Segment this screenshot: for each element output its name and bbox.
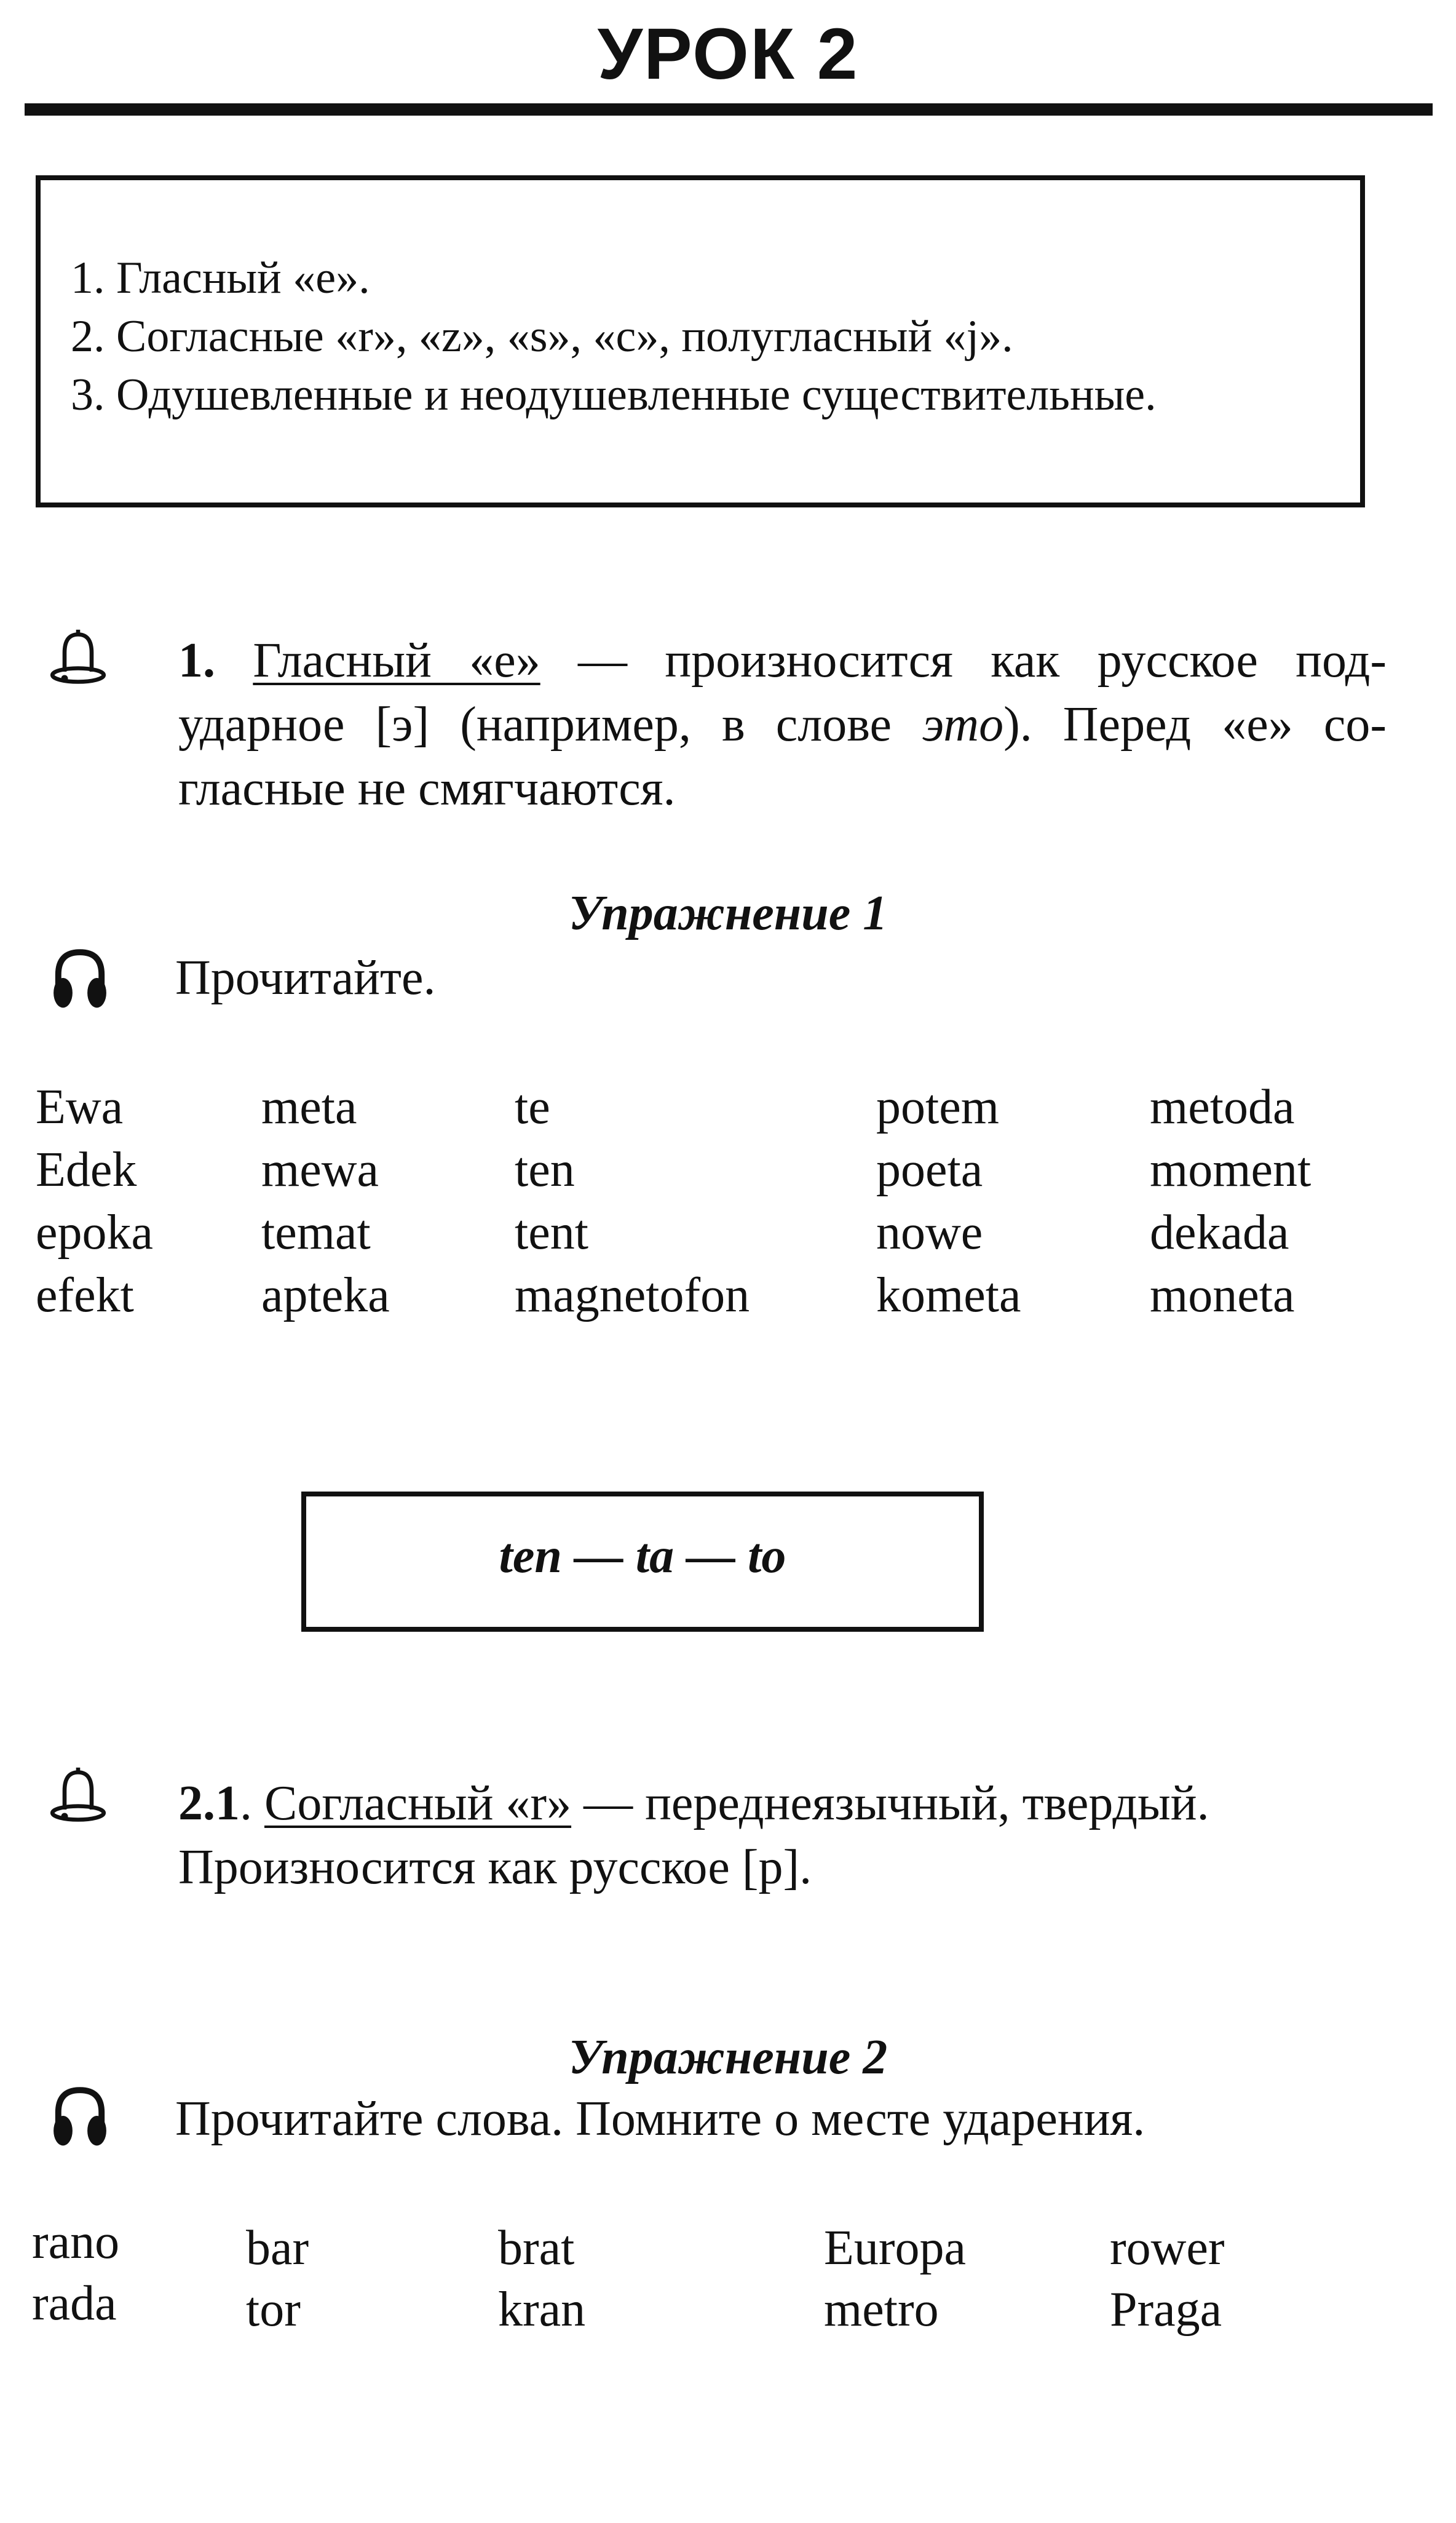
word: Praga xyxy=(1110,2283,1222,2337)
word: epoka xyxy=(36,1206,154,1260)
section-number: 2.1 xyxy=(178,1776,240,1830)
word: poeta xyxy=(876,1143,983,1197)
word: brat xyxy=(498,2221,575,2275)
section-text: — переднеязычный, твердый. xyxy=(571,1776,1209,1830)
section-vowel-e xyxy=(178,629,1387,820)
word: meta xyxy=(261,1080,357,1134)
word: dekada xyxy=(1150,1206,1289,1260)
word: temat xyxy=(261,1206,371,1260)
exercise-instruction: Прочитайте слова. Помните о месте ударения. xyxy=(175,2092,1145,2146)
title-rule xyxy=(25,103,1433,116)
word: bar xyxy=(246,2221,309,2275)
section-term: Согласный «r» xyxy=(264,1776,572,1830)
word: metoda xyxy=(1150,1080,1295,1134)
example-word: это xyxy=(922,697,1004,752)
word: te xyxy=(515,1080,550,1134)
section-number-dot: . xyxy=(240,1776,264,1830)
exercise-heading: Упражнение 1 xyxy=(568,886,888,940)
bell-icon xyxy=(44,624,112,692)
word: tor xyxy=(246,2283,301,2337)
section-text: — произносится как русское под- xyxy=(540,634,1387,688)
word: kometa xyxy=(876,1268,1021,1322)
word: moneta xyxy=(1150,1268,1295,1322)
word: nowe xyxy=(876,1206,983,1260)
word: Edek xyxy=(36,1143,137,1197)
section-text: гласные не смягчаются. xyxy=(178,761,676,816)
topic-item: 3. Одушевленные и неодушевленные существительные. xyxy=(71,370,1157,420)
grammar-frame-text: ten — ta — to xyxy=(499,1529,786,1583)
section-text: ударное [э] (например, в слове xyxy=(178,697,923,752)
word: moment xyxy=(1150,1143,1312,1197)
word: rano xyxy=(32,2215,120,2269)
topic-item: 2. Согласные «r», «z», «s», «c», полугласный «j». xyxy=(71,311,1013,362)
word: Ewa xyxy=(36,1080,124,1134)
word: rada xyxy=(32,2276,117,2330)
word: Europa xyxy=(824,2221,967,2275)
word: kran xyxy=(498,2283,586,2337)
lesson-title: УРОК 2 xyxy=(597,14,859,95)
section-consonant-r xyxy=(178,1771,1387,1899)
section-term: Гласный «е» xyxy=(253,634,540,688)
exercise-instruction: Прочитайте. xyxy=(175,951,436,1005)
section-text: ). Перед «е» со- xyxy=(1003,697,1387,752)
headphones-icon xyxy=(46,944,114,1012)
word: tent xyxy=(515,1206,588,1260)
word: ten xyxy=(515,1143,575,1197)
word: potem xyxy=(876,1080,999,1134)
word: apteka xyxy=(261,1268,390,1322)
exercise-heading: Упражнение 2 xyxy=(568,2030,888,2084)
topic-item: 1. Гласный «е». xyxy=(71,253,370,303)
word: rower xyxy=(1110,2221,1225,2275)
section-number: 1. xyxy=(178,634,253,688)
word: mewa xyxy=(261,1143,379,1197)
headphones-icon xyxy=(46,2082,114,2150)
word: metro xyxy=(824,2283,939,2337)
word: efekt xyxy=(36,1268,134,1322)
word: magnetofon xyxy=(515,1268,750,1322)
section-text: Произносится как русское [р]. xyxy=(178,1840,812,1894)
bell-icon xyxy=(44,1762,112,1830)
